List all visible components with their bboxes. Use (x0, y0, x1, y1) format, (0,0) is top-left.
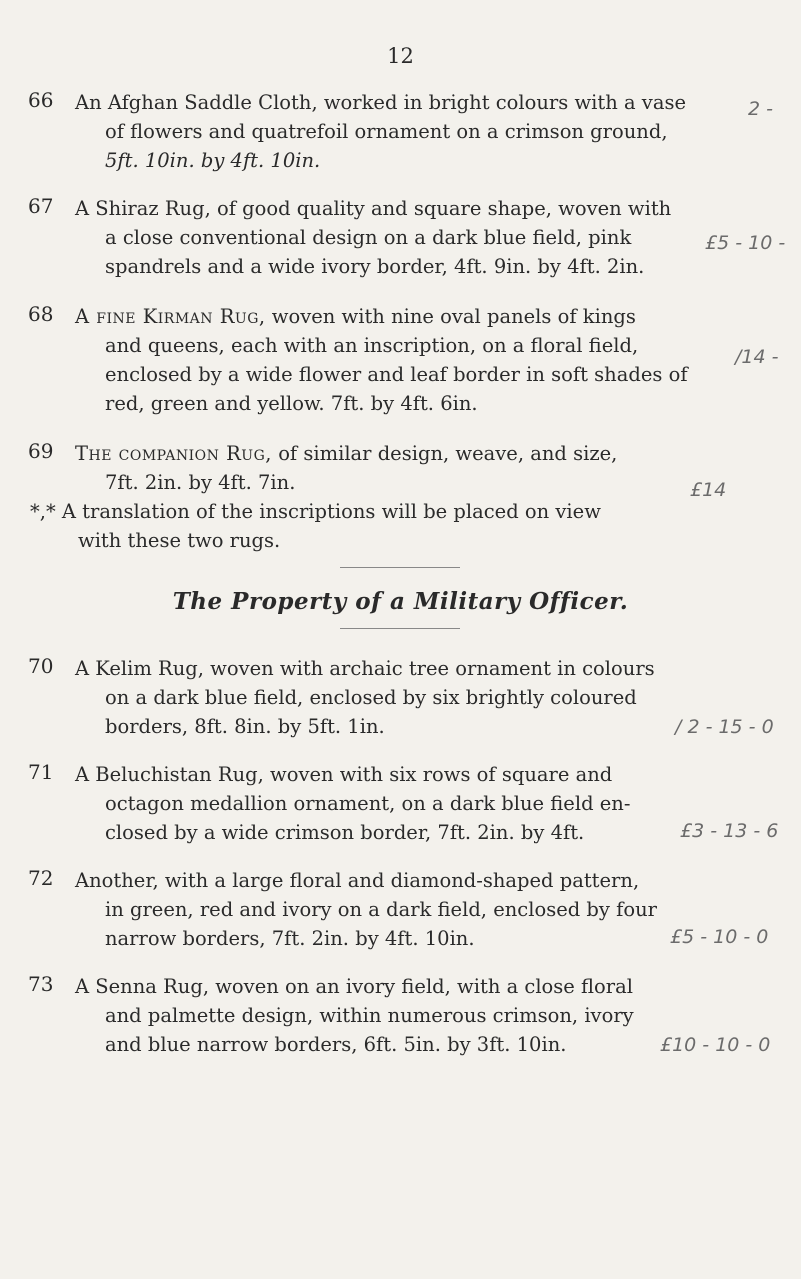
lot-description (75, 760, 735, 847)
lot-dimensions: and blue narrow borders, 6ft. 5in. by 3ft. 10in. (105, 1033, 567, 1056)
lot-number: 67 (28, 194, 54, 218)
handwritten-price: / 2 - 15 - 0 (675, 716, 774, 738)
handwritten-price: 2 - (748, 98, 773, 120)
lot-dimensions: 7ft. 2in. by 4ft. 7in. (105, 471, 296, 494)
lot-dimensions: closed by a wide crimson border, 7ft. 2in. by 4ft. (105, 821, 585, 844)
lot-dimensions: spandrels and a wide ivory border, 4ft. 9in. by 4ft. 2in. (105, 255, 645, 278)
lot-description (75, 972, 735, 1059)
lot-lead: The companion Rug, (75, 442, 272, 465)
lot-dimensions: narrow borders, 7ft. 2in. by 4ft. 10in. (105, 927, 475, 950)
lot-dimensions: borders, 8ft. 8in. by 5ft. 1in. (105, 715, 385, 738)
divider (340, 628, 460, 629)
section-heading: The Property of a Military Officer. (172, 588, 629, 615)
handwritten-price: £5 - 10 - 0 (670, 926, 769, 948)
desc-line: Another, with a large floral and diamond-shaped pattern, (75, 869, 640, 892)
handwritten-price: £14 (690, 479, 727, 501)
desc-line: octagon medallion ornament, on a dark blue field en- (105, 792, 631, 815)
desc-line: of similar design, weave, and size, (278, 442, 618, 465)
handwritten-price: /14 - (735, 346, 779, 368)
desc-line: and palmette design, within numerous crimson, ivory (105, 1004, 634, 1027)
page-number: 12 (387, 44, 414, 68)
desc-line: enclosed by a wide flower and leaf border in soft shades of (105, 363, 688, 386)
desc-line: A Kelim Rug, woven with archaic tree ornament in colours (75, 657, 655, 680)
desc-line: A Beluchistan Rug, woven with six rows of square and (75, 763, 613, 786)
lot-number: 66 (28, 88, 54, 112)
desc-line: of flowers and quatrefoil ornament on a crimson ground, (105, 120, 668, 143)
desc-line: on a dark blue field, enclosed by six brightly coloured (105, 686, 637, 709)
lot-description (75, 439, 735, 497)
desc-line: woven with nine oval panels of kings (271, 305, 636, 328)
note-line: *,* A translation of the inscriptions will be placed on view (30, 500, 601, 523)
translation-note (30, 497, 730, 555)
lot-number: 73 (28, 972, 54, 996)
desc-line: and queens, each with an inscription, on a floral field, (105, 334, 639, 357)
lot-dimensions: red, green and yellow. 7ft. by 4ft. 6in. (105, 392, 478, 415)
desc-line: A Shiraz Rug, of good quality and square shape, woven with (75, 197, 672, 220)
note-line: with these two rugs. (78, 529, 281, 552)
lot-number: 69 (28, 439, 54, 463)
desc-line: in green, red and ivory on a dark field, enclosed by four (105, 898, 657, 921)
desc-line: A Senna Rug, woven on an ivory field, with a close floral (75, 975, 633, 998)
lot-number: 70 (28, 654, 54, 678)
lot-description (75, 302, 735, 418)
lot-number: 71 (28, 760, 54, 784)
lot-number: 68 (28, 302, 54, 326)
lot-description (75, 194, 735, 281)
divider (340, 567, 460, 568)
lot-description (75, 654, 735, 741)
lot-dimensions: 5ft. 10in. by 4ft. 10in. (105, 149, 321, 172)
desc-line: An Afghan Saddle Cloth, worked in bright colours with a vase (75, 91, 686, 114)
desc-line: a close conventional design on a dark blue field, pink (105, 226, 632, 249)
handwritten-price: £10 - 10 - 0 (660, 1034, 771, 1056)
lot-description (75, 88, 735, 175)
handwritten-price: £5 - 10 - (705, 232, 786, 254)
lot-description (75, 866, 735, 953)
handwritten-price: £3 - 13 - 6 (680, 820, 779, 842)
lot-number: 72 (28, 866, 54, 890)
lot-lead: A fine Kirman Rug, (75, 305, 266, 328)
